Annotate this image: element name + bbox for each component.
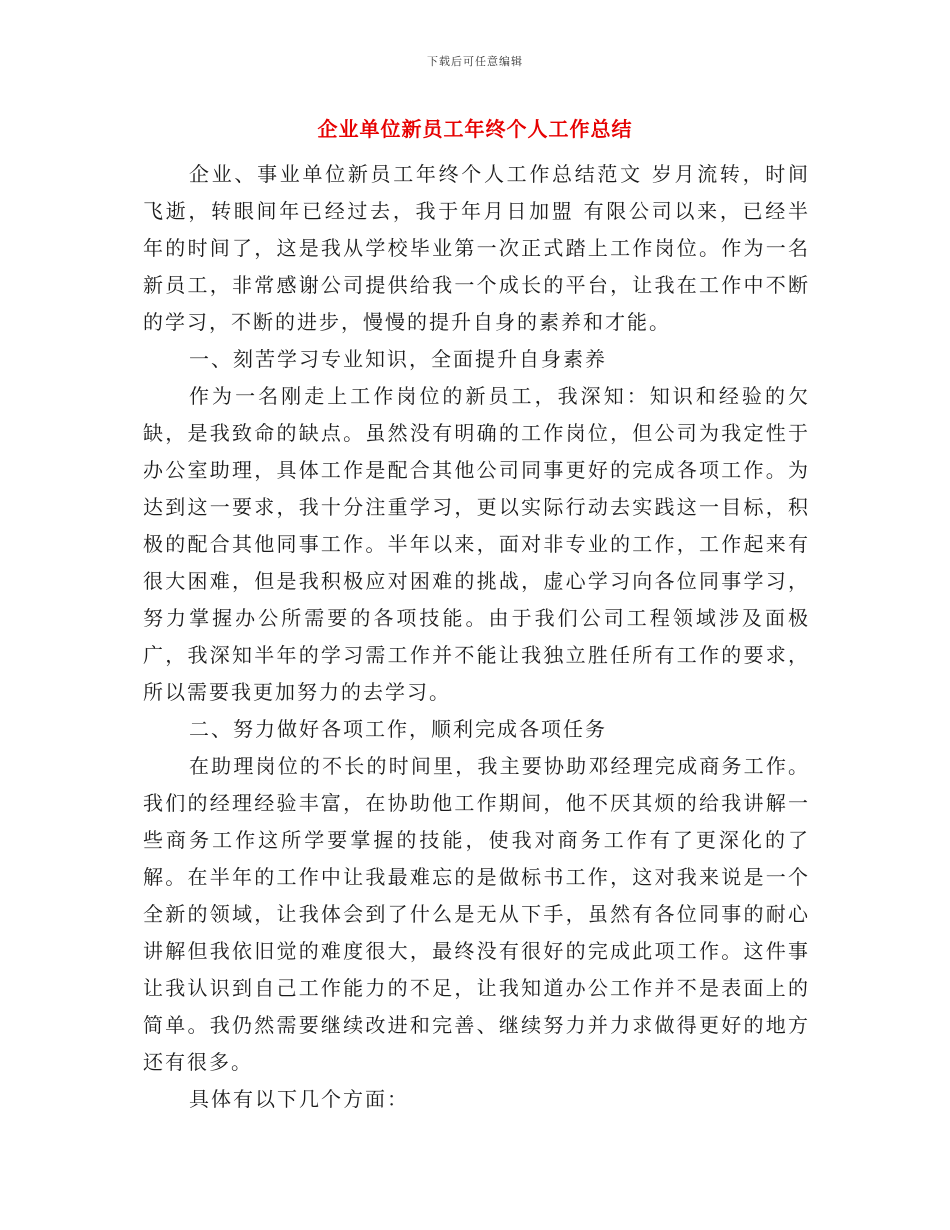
section-heading-1: 一、刻苦学习专业知识，全面提升自身素养: [189, 347, 607, 371]
paragraph-section-1: 作为一名刚走上工作岗位的新员工，我深知：知识和经验的欠缺，是我致命的缺点。虽然没有明确的工作岗位，但公司为我定性于办公室助理，具体工作是配合其他公司同事更好的完成各项工作。为达到这一要求，我十分注重学习，更以实际行动去实践这一目标，积极的配合其他同事工作。半年以来，面对非专业的工作，工作起来有很大困难，但是我积极应对困难的挑战，虚心学习向各位同事学习，努力掌握办公所需要的各项技能。由于我们公司工程领域涉及面极广，我深知半年的学习需工作并不能让我独立胜任所有工作的要求，所以需要我更加努力的去学习。: [143, 384, 810, 704]
document-title: 企业单位新员工年终个人工作总结: [317, 117, 633, 141]
section-heading-2: 二、努力做好各项工作，顺利完成各项任务: [189, 717, 607, 741]
paragraph-aspects-intro: 具体有以下几个方面：: [189, 1087, 409, 1111]
paragraph-intro: 企业、事业单位新员工年终个人工作总结范文 岁月流转，时间飞逝，转眼间年已经过去，我于年月日加盟 有限公司以来，已经半年的时间了，这是我从学校毕业第一次正式踏上工作岗位。作为一名新员工，非常感谢公司提供给我一个成长的平台，让我在工作中不断的学习，不断的进步，慢慢的提升自身的素养和才能。: [143, 162, 810, 334]
document-body: [143, 156, 810, 1118]
page-header-note: 下载后可任意编辑: [427, 55, 523, 68]
paragraph-section-2: 在助理岗位的不长的时间里，我主要协助邓经理完成商务工作。我们的经理经验丰富，在协助他工作期间，他不厌其烦的给我讲解一些商务工作这所学要掌握的技能，使我对商务工作有了更深化的了解。在半年的工作中让我最难忘的是做标书工作，这对我来说是一个全新的领域，让我体会到了什么是无从下手，虽然有各位同事的耐心讲解但我依旧觉的难度很大，最终没有很好的完成此项工作。这件事让我认识到自己工作能力的不足，让我知道办公工作并不是表面上的简单。我仍然需要继续改进和完善、继续努力并力求做得更好的地方还有很多。: [143, 754, 810, 1074]
